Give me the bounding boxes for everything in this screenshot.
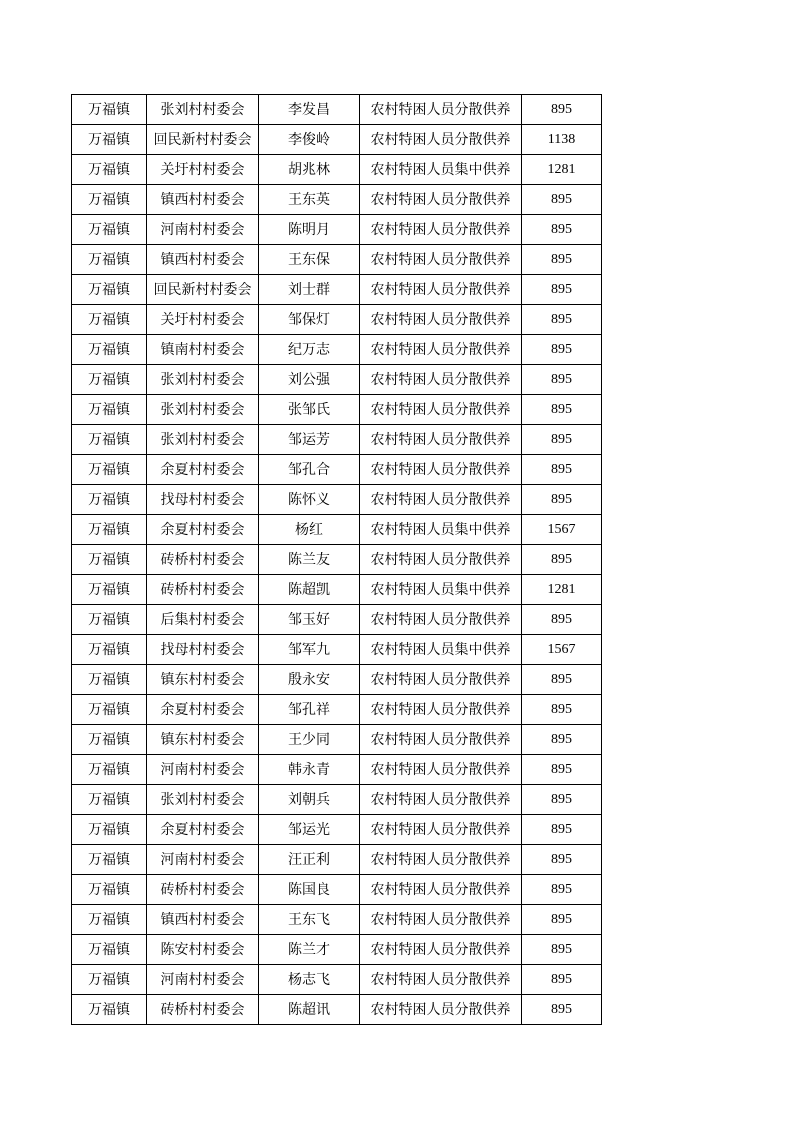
town-cell: 万福镇 <box>72 245 147 275</box>
village-committee-cell: 砖桥村村委会 <box>147 545 259 575</box>
support-type-cell: 农村特困人员分散供养 <box>360 725 522 755</box>
amount-cell: 1138 <box>522 125 602 155</box>
support-type-cell: 农村特困人员分散供养 <box>360 845 522 875</box>
table-row <box>72 665 602 695</box>
village-committee-cell: 镇西村村委会 <box>147 905 259 935</box>
amount-cell: 895 <box>522 845 602 875</box>
town-cell: 万福镇 <box>72 395 147 425</box>
support-type-cell: 农村特困人员分散供养 <box>360 455 522 485</box>
support-type-cell: 农村特困人员分散供养 <box>360 245 522 275</box>
table-row <box>72 275 602 305</box>
support-type-cell: 农村特困人员分散供养 <box>360 95 522 125</box>
town-cell: 万福镇 <box>72 125 147 155</box>
town-cell: 万福镇 <box>72 485 147 515</box>
person-name-cell: 王东保 <box>259 245 360 275</box>
person-name-cell: 王东飞 <box>259 905 360 935</box>
table-row <box>72 425 602 455</box>
person-name-cell: 陈超凯 <box>259 575 360 605</box>
support-type-cell: 农村特困人员分散供养 <box>360 545 522 575</box>
town-cell: 万福镇 <box>72 425 147 455</box>
village-committee-cell: 砖桥村村委会 <box>147 995 259 1025</box>
town-cell: 万福镇 <box>72 215 147 245</box>
village-committee-cell: 镇西村村委会 <box>147 245 259 275</box>
village-committee-cell: 余夏村村委会 <box>147 515 259 545</box>
village-committee-cell: 张刘村村委会 <box>147 395 259 425</box>
support-type-cell: 农村特困人员分散供养 <box>360 185 522 215</box>
support-type-cell: 农村特困人员分散供养 <box>360 485 522 515</box>
support-type-cell: 农村特困人员分散供养 <box>360 695 522 725</box>
amount-cell: 895 <box>522 455 602 485</box>
town-cell: 万福镇 <box>72 785 147 815</box>
person-name-cell: 邹玉好 <box>259 605 360 635</box>
village-committee-cell: 河南村村委会 <box>147 755 259 785</box>
table-row <box>72 155 602 185</box>
person-name-cell: 殷永安 <box>259 665 360 695</box>
village-committee-cell: 找母村村委会 <box>147 635 259 665</box>
table-row <box>72 635 602 665</box>
support-type-cell: 农村特困人员分散供养 <box>360 605 522 635</box>
table-row <box>72 245 602 275</box>
village-committee-cell: 张刘村村委会 <box>147 365 259 395</box>
table-row <box>72 935 602 965</box>
person-name-cell: 王少同 <box>259 725 360 755</box>
village-committee-cell: 河南村村委会 <box>147 215 259 245</box>
person-name-cell: 刘士群 <box>259 275 360 305</box>
table-row <box>72 215 602 245</box>
table-row <box>72 455 602 485</box>
town-cell: 万福镇 <box>72 365 147 395</box>
town-cell: 万福镇 <box>72 665 147 695</box>
village-committee-cell: 余夏村村委会 <box>147 815 259 845</box>
table-row <box>72 605 602 635</box>
amount-cell: 895 <box>522 695 602 725</box>
village-committee-cell: 回民新村村委会 <box>147 125 259 155</box>
table-row <box>72 185 602 215</box>
town-cell: 万福镇 <box>72 95 147 125</box>
person-name-cell: 陈兰友 <box>259 545 360 575</box>
table-row <box>72 485 602 515</box>
support-type-cell: 农村特困人员分散供养 <box>360 275 522 305</box>
amount-cell: 895 <box>522 545 602 575</box>
table-row <box>72 905 602 935</box>
amount-cell: 895 <box>522 905 602 935</box>
village-committee-cell: 河南村村委会 <box>147 845 259 875</box>
table-row <box>72 815 602 845</box>
town-cell: 万福镇 <box>72 275 147 305</box>
town-cell: 万福镇 <box>72 755 147 785</box>
support-type-cell: 农村特困人员分散供养 <box>360 215 522 245</box>
person-name-cell: 邹孔祥 <box>259 695 360 725</box>
amount-cell: 895 <box>522 785 602 815</box>
support-type-cell: 农村特困人员分散供养 <box>360 905 522 935</box>
amount-cell: 895 <box>522 935 602 965</box>
town-cell: 万福镇 <box>72 965 147 995</box>
town-cell: 万福镇 <box>72 905 147 935</box>
town-cell: 万福镇 <box>72 845 147 875</box>
table-row <box>72 845 602 875</box>
table-row <box>72 755 602 785</box>
amount-cell: 895 <box>522 815 602 845</box>
amount-cell: 895 <box>522 605 602 635</box>
person-name-cell: 韩永青 <box>259 755 360 785</box>
support-type-cell: 农村特困人员分散供养 <box>360 755 522 785</box>
village-committee-cell: 回民新村村委会 <box>147 275 259 305</box>
town-cell: 万福镇 <box>72 335 147 365</box>
village-committee-cell: 张刘村村委会 <box>147 95 259 125</box>
support-type-cell: 农村特困人员分散供养 <box>360 935 522 965</box>
table-row <box>72 965 602 995</box>
person-name-cell: 邹运光 <box>259 815 360 845</box>
support-type-cell: 农村特困人员集中供养 <box>360 515 522 545</box>
town-cell: 万福镇 <box>72 635 147 665</box>
support-type-cell: 农村特困人员分散供养 <box>360 305 522 335</box>
table-row <box>72 785 602 815</box>
amount-cell: 895 <box>522 485 602 515</box>
person-name-cell: 陈明月 <box>259 215 360 245</box>
amount-cell: 895 <box>522 305 602 335</box>
village-committee-cell: 找母村村委会 <box>147 485 259 515</box>
person-name-cell: 邹运芳 <box>259 425 360 455</box>
person-name-cell: 杨志飞 <box>259 965 360 995</box>
amount-cell: 895 <box>522 965 602 995</box>
village-committee-cell: 镇东村村委会 <box>147 665 259 695</box>
town-cell: 万福镇 <box>72 875 147 905</box>
table-row <box>72 875 602 905</box>
town-cell: 万福镇 <box>72 935 147 965</box>
person-name-cell: 陈怀义 <box>259 485 360 515</box>
amount-cell: 895 <box>522 365 602 395</box>
amount-cell: 1567 <box>522 635 602 665</box>
table-row <box>72 515 602 545</box>
beneficiary-table-body <box>72 95 602 1025</box>
support-type-cell: 农村特困人员分散供养 <box>360 785 522 815</box>
table-row <box>72 575 602 605</box>
village-committee-cell: 关圩村村委会 <box>147 305 259 335</box>
support-type-cell: 农村特困人员分散供养 <box>360 815 522 845</box>
person-name-cell: 汪正利 <box>259 845 360 875</box>
town-cell: 万福镇 <box>72 515 147 545</box>
person-name-cell: 李俊岭 <box>259 125 360 155</box>
table-row <box>72 95 602 125</box>
support-type-cell: 农村特困人员分散供养 <box>360 875 522 905</box>
village-committee-cell: 余夏村村委会 <box>147 455 259 485</box>
support-type-cell: 农村特困人员分散供养 <box>360 125 522 155</box>
town-cell: 万福镇 <box>72 545 147 575</box>
village-committee-cell: 余夏村村委会 <box>147 695 259 725</box>
person-name-cell: 陈国良 <box>259 875 360 905</box>
table-row <box>72 365 602 395</box>
support-type-cell: 农村特困人员集中供养 <box>360 155 522 185</box>
table-row <box>72 305 602 335</box>
town-cell: 万福镇 <box>72 605 147 635</box>
village-committee-cell: 镇西村村委会 <box>147 185 259 215</box>
person-name-cell: 张邹氏 <box>259 395 360 425</box>
person-name-cell: 邹军九 <box>259 635 360 665</box>
support-type-cell: 农村特困人员分散供养 <box>360 395 522 425</box>
person-name-cell: 陈超讯 <box>259 995 360 1025</box>
village-committee-cell: 张刘村村委会 <box>147 785 259 815</box>
town-cell: 万福镇 <box>72 575 147 605</box>
town-cell: 万福镇 <box>72 815 147 845</box>
person-name-cell: 胡兆林 <box>259 155 360 185</box>
table-row <box>72 335 602 365</box>
support-type-cell: 农村特困人员集中供养 <box>360 575 522 605</box>
table-row <box>72 695 602 725</box>
person-name-cell: 陈兰才 <box>259 935 360 965</box>
amount-cell: 895 <box>522 665 602 695</box>
person-name-cell: 刘朝兵 <box>259 785 360 815</box>
person-name-cell: 邹孔合 <box>259 455 360 485</box>
amount-cell: 895 <box>522 875 602 905</box>
support-type-cell: 农村特困人员分散供养 <box>360 335 522 365</box>
town-cell: 万福镇 <box>72 725 147 755</box>
town-cell: 万福镇 <box>72 155 147 185</box>
amount-cell: 1567 <box>522 515 602 545</box>
amount-cell: 1281 <box>522 575 602 605</box>
town-cell: 万福镇 <box>72 185 147 215</box>
amount-cell: 895 <box>522 425 602 455</box>
amount-cell: 895 <box>522 275 602 305</box>
person-name-cell: 李发昌 <box>259 95 360 125</box>
village-committee-cell: 张刘村村委会 <box>147 425 259 455</box>
amount-cell: 1281 <box>522 155 602 185</box>
person-name-cell: 纪万志 <box>259 335 360 365</box>
village-committee-cell: 陈安村村委会 <box>147 935 259 965</box>
village-committee-cell: 砖桥村村委会 <box>147 575 259 605</box>
person-name-cell: 王东英 <box>259 185 360 215</box>
village-committee-cell: 河南村村委会 <box>147 965 259 995</box>
amount-cell: 895 <box>522 245 602 275</box>
person-name-cell: 刘公强 <box>259 365 360 395</box>
support-type-cell: 农村特困人员集中供养 <box>360 635 522 665</box>
village-committee-cell: 后集村村委会 <box>147 605 259 635</box>
person-name-cell: 邹保灯 <box>259 305 360 335</box>
town-cell: 万福镇 <box>72 305 147 335</box>
table-row <box>72 395 602 425</box>
amount-cell: 895 <box>522 755 602 785</box>
village-committee-cell: 砖桥村村委会 <box>147 875 259 905</box>
amount-cell: 895 <box>522 215 602 245</box>
support-type-cell: 农村特困人员分散供养 <box>360 665 522 695</box>
amount-cell: 895 <box>522 995 602 1025</box>
table-row <box>72 125 602 155</box>
town-cell: 万福镇 <box>72 695 147 725</box>
beneficiary-table <box>71 94 602 1025</box>
amount-cell: 895 <box>522 185 602 215</box>
amount-cell: 895 <box>522 725 602 755</box>
support-type-cell: 农村特困人员分散供养 <box>360 425 522 455</box>
person-name-cell: 杨红 <box>259 515 360 545</box>
support-type-cell: 农村特困人员分散供养 <box>360 965 522 995</box>
support-type-cell: 农村特困人员分散供养 <box>360 365 522 395</box>
table-row <box>72 995 602 1025</box>
village-committee-cell: 关圩村村委会 <box>147 155 259 185</box>
amount-cell: 895 <box>522 335 602 365</box>
town-cell: 万福镇 <box>72 995 147 1025</box>
village-committee-cell: 镇南村村委会 <box>147 335 259 365</box>
table-row <box>72 725 602 755</box>
amount-cell: 895 <box>522 95 602 125</box>
village-committee-cell: 镇东村村委会 <box>147 725 259 755</box>
table-row <box>72 545 602 575</box>
support-type-cell: 农村特困人员分散供养 <box>360 995 522 1025</box>
town-cell: 万福镇 <box>72 455 147 485</box>
amount-cell: 895 <box>522 395 602 425</box>
